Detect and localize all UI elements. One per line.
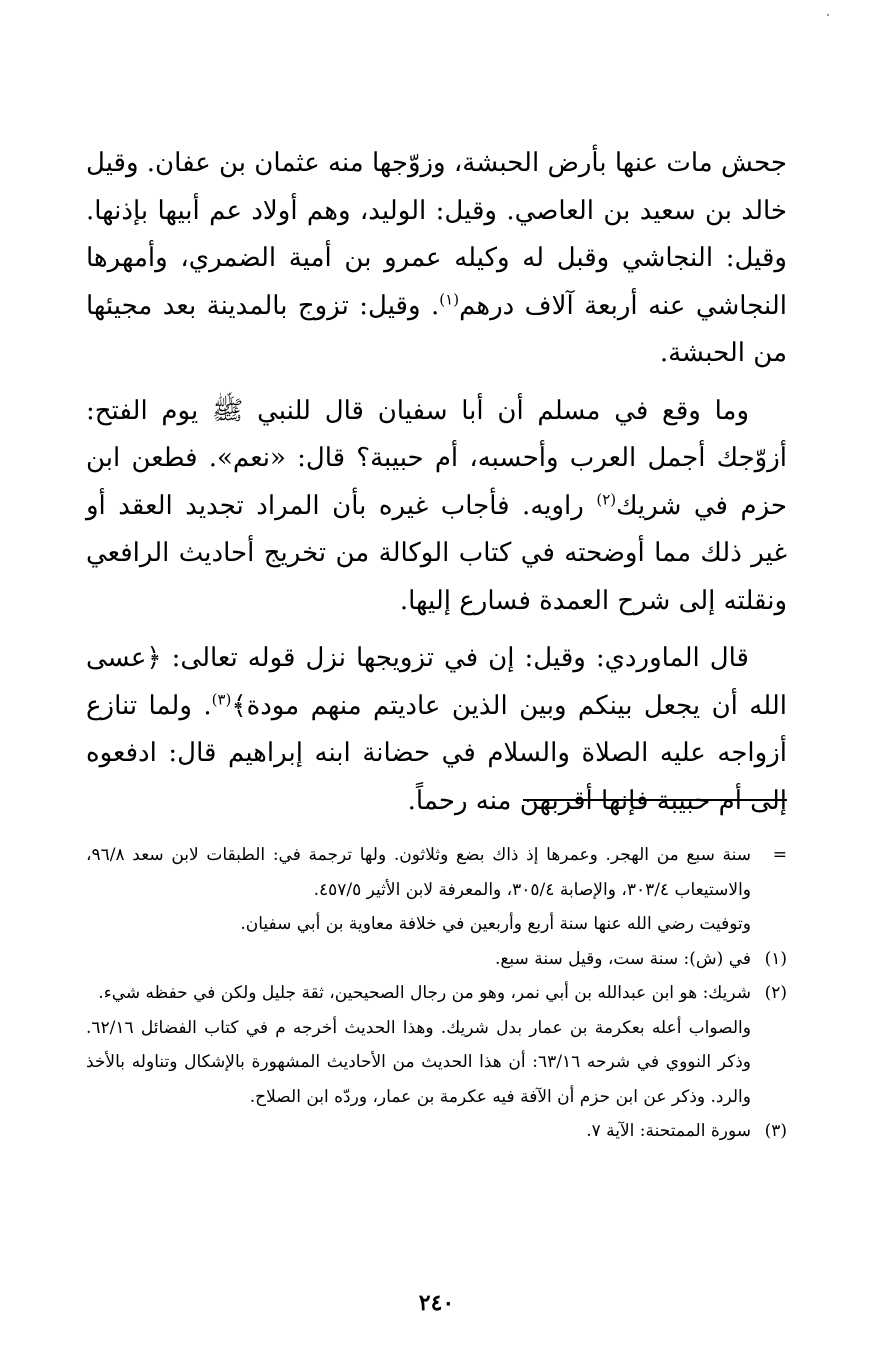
footnote-3-body: [86, 1114, 751, 1149]
footnote-3-text: سورة الممتحنة: الآية ٧.: [586, 1121, 751, 1141]
footnote-divider: [523, 799, 787, 801]
page-number: ٢٤٠: [418, 1290, 455, 1316]
paragraph-2-text: وما وقع في مسلم أن أبا سفيان قال للنبي ﷺ يوم الفتح: أزوّجك أجمل العرب وأحسبه، أم حبيبة؟ قال: «نعم». فطعن ابن حزم في شريك: [86, 395, 787, 521]
footnote-2: [86, 976, 787, 1114]
footnote-continuation-text: سنة سبع من الهجر. وعمرها إذ ذاك بضع وثلاثون. ولها ترجمة في: الطبقات لابن سعد ٩٦/٨، والاستيعاب ٣٠٣/٤، والإصابة ٣٠٥/٤، والمعرفة لابن الأثير ٤٥٧/٥.: [86, 845, 751, 900]
footnote-2-text: شريك: هو ابن عبدالله بن أبي نمر، وهو من رجال الصحيحين، ثقة جليل ولكن في حفظه شيء.: [98, 983, 751, 1003]
footnote-2-text-2: والصواب أعله بعكرمة بن عمار بدل شريك. وهذا الحديث أخرجه م في كتاب الفضائل ٦٢/١٦. وذكر النووي في شرحه ٦٣/١٦: أن هذا الحديث من الأحاديث المشهورة بالإشكال وتناوله بالأخذ والرد. وذكر عن ابن حزم أن الآفة فيه عكرمة بن عمار، وردّه ابن الصلاح.: [86, 1017, 752, 1107]
scan-speck: [827, 14, 829, 16]
footnote-continuation-text-2: وتوفيت رضي الله عنها سنة أربع وأربعين في خلافة معاوية بن أبي سفيان.: [240, 914, 751, 934]
paragraph-1-end: . وقيل: تزوج بالمدينة بعد مجيئها من الحبشة.: [86, 290, 787, 368]
footnote-continuation-marker: =: [772, 845, 787, 865]
footnotes: [86, 838, 787, 1149]
footnote-3: [86, 1114, 787, 1149]
footnote-1: [86, 942, 787, 977]
paragraph-1-text: جحش مات عنها بأرض الحبشة، وزوّجها منه عثمان بن عفان. وقيل خالد بن سعيد بن العاصي. وقيل: الوليد، وهم أولاد عم أبيها بإذنها. وقيل: النجاشي وقبل له وكيله عمرو بن أمية الضمري، وأمهرها النجاشي عنه أربعة آلاف درهم: [86, 148, 787, 321]
paragraph-3-text: قال الماوردي: وقيل: إن في تزويجها نزل قوله تعالى: ﴿عسى الله أن يجعل بينكم وبين الذين عاديتم منهم مودة﴾: [86, 643, 787, 721]
paragraph-3-end: . ولما تنازع أزواجه عليه الصلاة والسلام في حضانة ابنه إبراهيم قال: ادفعوه إلى أم حبيبة فإنها أقربهن منه رحماً.: [86, 690, 787, 816]
paragraph-2: [86, 388, 787, 626]
paragraph-3: [86, 635, 787, 825]
footnote-ref-1: (١): [439, 289, 460, 308]
footnote-ref-3: (٣): [211, 689, 232, 708]
footnote-continuation: [86, 838, 787, 942]
footnote-2-body: [86, 976, 751, 1114]
footnote-ref-2: (٢): [596, 489, 617, 508]
footnote-continuation-body: [86, 838, 751, 942]
main-text: [86, 140, 787, 835]
footnote-2-marker: (٢): [764, 983, 787, 1003]
footnote-1-marker: (١): [764, 948, 787, 969]
footnote-3-marker: (٣): [764, 1121, 787, 1141]
footnote-1-body: [86, 942, 751, 977]
paragraph-1: [86, 140, 787, 378]
paragraph-2-end: راويه. فأجاب غيره بأن المراد تجديد العقد أو غير ذلك مما أوضحته في كتاب الوكالة من تخريج أحاديث الرافعي ونقلته إلى شرح العمدة فسارع إليها.: [86, 490, 787, 616]
footnote-1-text: في (ش): سنة ست، وقيل سنة سبع.: [494, 948, 751, 969]
